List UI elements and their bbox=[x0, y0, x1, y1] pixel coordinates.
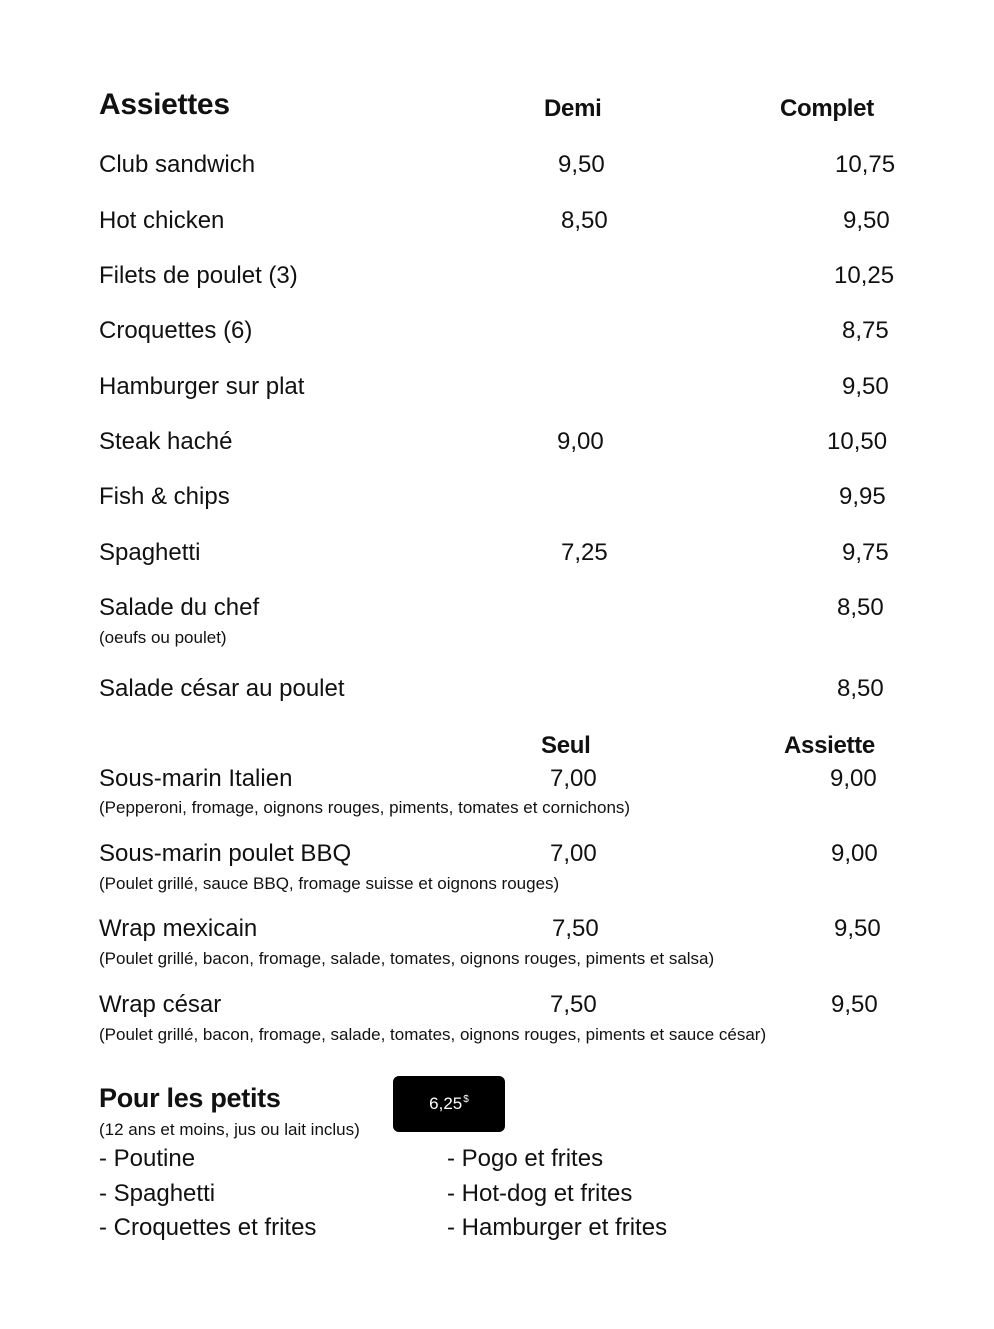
list-item: - Hamburger et frites bbox=[447, 1214, 668, 1241]
menu-item-price-assiette: 9,00 bbox=[831, 840, 878, 867]
menu-item-description: (Poulet grillé, sauce BBQ, fromage suisse et oignons rouges) bbox=[99, 874, 560, 893]
menu-item-name: Sous-marin poulet BBQ bbox=[99, 840, 352, 867]
menu-item-description: (Pepperoni, fromage, oignons rouges, piments, tomates et cornichons) bbox=[99, 798, 631, 817]
menu-item-name: Spaghetti bbox=[99, 539, 201, 566]
menu-item-name: Club sandwich bbox=[99, 151, 256, 178]
menu-item-name: Hamburger sur plat bbox=[99, 373, 305, 400]
menu-item-price-complet: 9,50 bbox=[843, 207, 890, 234]
price-badge-currency: $ bbox=[463, 1093, 469, 1105]
list-item: - Croquettes et frites bbox=[99, 1214, 317, 1241]
price-badge bbox=[393, 1076, 505, 1132]
menu-item-description: (Poulet grillé, bacon, fromage, salade, tomates, oignons rouges, piments et sauce césar) bbox=[99, 1025, 767, 1044]
menu-item-price-demi: 8,50 bbox=[561, 207, 608, 234]
menu-item-price-complet: 8,50 bbox=[837, 594, 884, 621]
menu-item-price-complet: 9,95 bbox=[839, 483, 886, 510]
menu-item-price-seul: 7,00 bbox=[550, 765, 597, 792]
menu-item-price-seul: 7,00 bbox=[550, 840, 597, 867]
menu-item-price-demi: 7,25 bbox=[561, 539, 608, 566]
menu-item-price-complet: 10,75 bbox=[835, 151, 896, 178]
menu-item-name: Hot chicken bbox=[99, 207, 225, 234]
price-badge-value: 6,25 bbox=[429, 1094, 463, 1113]
menu-item-name: Sous-marin Italien bbox=[99, 765, 293, 792]
column-header-assiette: Assiette bbox=[784, 732, 875, 759]
menu-item-name: Croquettes (6) bbox=[99, 317, 253, 344]
menu-item-price-demi: 9,00 bbox=[557, 428, 604, 455]
menu-item-price-complet: 8,75 bbox=[842, 317, 889, 344]
menu-item-note: (oeufs ou poulet) bbox=[99, 628, 227, 647]
menu-item-price-complet: 9,75 bbox=[842, 539, 889, 566]
list-item: - Hot-dog et frites bbox=[447, 1180, 633, 1207]
menu-item-name: Steak haché bbox=[99, 428, 233, 455]
list-item: - Poutine bbox=[99, 1145, 196, 1172]
section-title-assiettes: Assiettes bbox=[99, 88, 230, 121]
column-header-seul: Seul bbox=[541, 732, 591, 759]
menu-item-name: Wrap mexicain bbox=[99, 915, 258, 942]
menu-item-price-complet: 9,50 bbox=[842, 373, 889, 400]
menu-item-price-seul: 7,50 bbox=[550, 991, 597, 1018]
menu-item-price-assiette: 9,50 bbox=[831, 991, 878, 1018]
menu-item-price-complet: 10,50 bbox=[827, 428, 888, 455]
column-header-complet: Complet bbox=[780, 95, 874, 122]
menu-item-price-seul: 7,50 bbox=[552, 915, 599, 942]
menu-item-name: Fish & chips bbox=[99, 483, 230, 510]
menu-item-description: (Poulet grillé, bacon, fromage, salade, tomates, oignons rouges, piments et salsa) bbox=[99, 949, 715, 968]
column-header-demi: Demi bbox=[544, 95, 602, 122]
list-item: - Spaghetti bbox=[99, 1180, 216, 1207]
menu-item-name: Salade du chef bbox=[99, 594, 260, 621]
section-title-petits: Pour les petits bbox=[99, 1083, 281, 1113]
menu-item-price-complet: 10,25 bbox=[834, 262, 895, 289]
menu-item-name: Wrap césar bbox=[99, 991, 222, 1018]
menu-item-price-assiette: 9,00 bbox=[830, 765, 877, 792]
menu-item-name: Filets de poulet (3) bbox=[99, 262, 298, 289]
menu-item-name: Salade césar au poulet bbox=[99, 675, 345, 702]
section-subtitle-petits: (12 ans et moins, jus ou lait inclus) bbox=[99, 1120, 360, 1139]
menu-item-price-assiette: 9,50 bbox=[834, 915, 881, 942]
menu-item-price-demi: 9,50 bbox=[558, 151, 605, 178]
menu-item-price-complet: 8,50 bbox=[837, 675, 884, 702]
list-item: - Pogo et frites bbox=[447, 1145, 604, 1172]
